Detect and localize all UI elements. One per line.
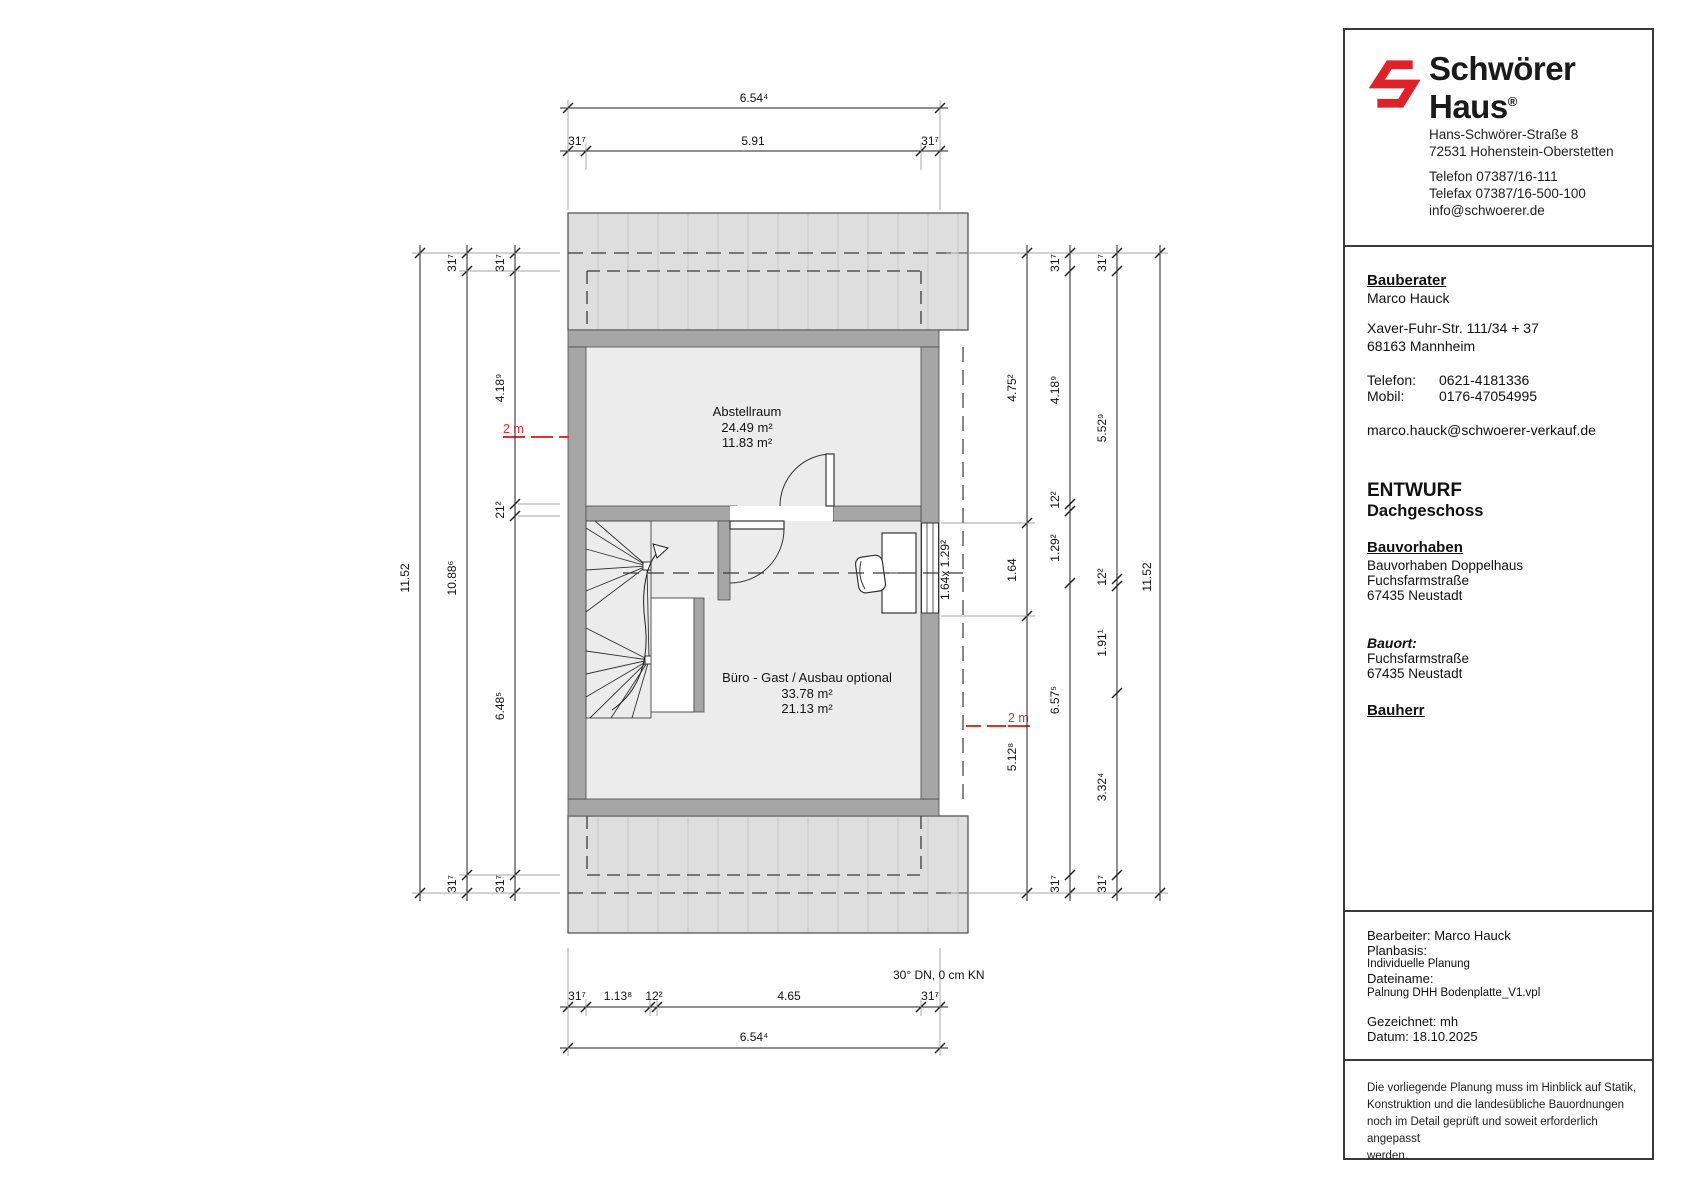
- witness-lines: [568, 100, 940, 210]
- chair: [855, 554, 887, 593]
- dim-right-mid-0: 31⁷: [1048, 254, 1062, 272]
- dim-right-mid-5: 31⁷: [1048, 875, 1062, 893]
- section-divider: [1345, 245, 1652, 247]
- door-opening-gap: [730, 506, 833, 521]
- height-marker-left: [503, 422, 569, 437]
- meta-gezeichnet: Gezeichnet: mh: [1367, 1014, 1459, 1029]
- plan-stage: ENTWURF: [1367, 480, 1462, 501]
- wall-top: [568, 330, 939, 347]
- disclaimer-line4: werden.: [1367, 1150, 1408, 1162]
- company-email: info@schwoerer.de: [1429, 203, 1545, 218]
- dim-right-outer-3: 1.91¹: [1095, 629, 1109, 657]
- dim-left-inner-3: 6.48⁵: [493, 691, 507, 721]
- room-label-abstellraum: [713, 404, 782, 450]
- company-fax: Telefax 07387/16-500-100: [1429, 186, 1586, 201]
- height-marker-right: [966, 711, 1030, 726]
- company-city: 72531 Hohenstein-Oberstetten: [1429, 144, 1614, 159]
- stairwell-shaft: [651, 598, 694, 712]
- mobile-label: Mobil:: [1367, 388, 1405, 404]
- room-area-net: 11.83 m²: [721, 435, 773, 450]
- dim-right-total: 11.52: [1140, 562, 1154, 592]
- bauvorhaben-line3: 67435 Neustadt: [1367, 588, 1463, 603]
- dim-left-total: 11.52: [398, 563, 412, 593]
- dim-right-outer-0: 31⁷: [1095, 254, 1109, 272]
- schwoerer-logo-icon: [1369, 50, 1421, 118]
- dim-bottom-total: 6.54⁴: [739, 1030, 769, 1044]
- dim-bottom-1: 1.13⁸: [603, 989, 633, 1003]
- bauberater-email: marco.hauck@schwoerer-verkauf.de: [1367, 422, 1596, 438]
- dim-left-inner-2: 21²: [493, 501, 507, 519]
- meta-bearbeiter: Bearbeiter: Marco Hauck: [1367, 928, 1511, 943]
- dim-right-inner-1: 1.64: [1005, 558, 1019, 582]
- dim-left-inner-4: 31⁷: [493, 875, 507, 893]
- company-phone: Telefon 07387/16-111: [1429, 169, 1558, 184]
- schwoerer-logo: [1369, 50, 1425, 123]
- dim-right-mid-2: 12²: [1048, 491, 1062, 509]
- dim-left-mid-0: 31⁷: [445, 254, 459, 272]
- registered-mark: ®: [1507, 94, 1517, 109]
- disclaimer-line2: Konstruktion und die landesübliche Bauordnungen: [1367, 1099, 1625, 1111]
- phone-value: 0621-4181336: [1439, 372, 1530, 388]
- dim-bottom-4: 31⁷: [921, 989, 939, 1003]
- dim-bottom-2: 12²: [645, 989, 663, 1003]
- room-area-gross: 33.78 m²: [781, 686, 833, 701]
- dim-ticks: [563, 1002, 945, 1053]
- room-name: Büro - Gast / Ausbau optional: [722, 670, 892, 685]
- window-size-label: 1.64x 1.29²: [938, 539, 952, 601]
- dim-right-outer-1: 5.52⁹: [1095, 413, 1109, 443]
- bauberater-name: Marco Hauck: [1367, 290, 1450, 306]
- roof-pitch-note: 30° DN, 0 cm KN: [893, 968, 985, 982]
- dim-left-mid-2: 31⁷: [445, 875, 459, 893]
- wall-left-party: [568, 347, 586, 799]
- dim-bottom-3: 4.65: [777, 989, 801, 1003]
- company-address: [1429, 126, 1642, 219]
- bauvorhaben-line2: Fuchsfarmstraße: [1367, 573, 1470, 588]
- section-divider: [1345, 1059, 1652, 1061]
- dim-right-outer-4: 3.32⁴: [1095, 772, 1109, 802]
- dim-right-inner-2: 5.12⁸: [1005, 742, 1019, 772]
- dim-top-0: 31⁷: [568, 134, 586, 148]
- brand-line2: Haus®: [1429, 88, 1517, 125]
- titleblock: [1343, 28, 1654, 1160]
- meta-dateiname-label: Dateiname:: [1367, 971, 1434, 986]
- room-name: Abstellraum: [712, 404, 782, 419]
- dim-left-inner-0: 31⁷: [493, 254, 507, 272]
- room-area-net: 21.13 m²: [781, 701, 833, 716]
- bauvorhaben-line1: Bauvorhaben Doppelhaus: [1367, 558, 1524, 573]
- bauvorhaben-heading: Bauvorhaben: [1367, 539, 1463, 556]
- height-marker-left-label: 2 m: [503, 422, 524, 436]
- roof-surface-top: [568, 213, 968, 330]
- height-marker-right-label: 2 m: [1008, 711, 1029, 725]
- wall-stair-shaft: [694, 598, 704, 712]
- bauberater-city: 68163 Mannheim: [1367, 338, 1476, 354]
- phone-label: Telefon:: [1367, 372, 1417, 388]
- meta-datum: Datum: 18.10.2025: [1367, 1029, 1478, 1044]
- disclaimer: [1367, 1080, 1642, 1165]
- meta-planbasis: Individuelle Planung: [1367, 958, 1470, 970]
- wall-abstellraum-right: [833, 506, 921, 521]
- mobile-value: 0176-47054995: [1439, 388, 1538, 404]
- dim-left-mid-1: 10.88⁶: [445, 560, 459, 596]
- meta-planbasis-label: Planbasis:: [1367, 943, 1427, 958]
- bauort-line1: Fuchsfarmstraße: [1367, 651, 1470, 666]
- disclaimer-line1: Die vorliegende Planung muss im Hinblick auf Statik,: [1367, 1082, 1637, 1094]
- brand-name: [1429, 52, 1642, 123]
- wall-bottom: [568, 799, 939, 816]
- plan-floor: Dachgeschoss: [1367, 502, 1484, 520]
- dim-chain-left: [412, 245, 560, 901]
- dim-right-outer-2: 12²: [1095, 568, 1109, 586]
- bauort-heading: Bauort:: [1367, 635, 1417, 651]
- wall-corridor-stub: [718, 521, 730, 600]
- dim-right-mid-3: 1.29²: [1048, 534, 1062, 562]
- dim-bottom-0: 31⁷: [568, 989, 586, 1003]
- dim-chain-right: [941, 245, 1168, 901]
- dim-right-inner-0: 4.75²: [1005, 374, 1019, 402]
- roof-surface-bottom: [568, 816, 968, 933]
- dim-right-outer-5: 31⁷: [1095, 875, 1109, 893]
- dim-right-mid-1: 4.18⁹: [1048, 375, 1062, 405]
- dim-right-mid-4: 6.57⁵: [1048, 685, 1062, 715]
- window-right: [922, 523, 939, 613]
- disclaimer-line3: noch im Detail geprüft und soweit erforderlich angepasst: [1367, 1116, 1598, 1145]
- bauherr-heading: Bauherr: [1367, 702, 1425, 719]
- section-divider: [1345, 910, 1652, 912]
- dim-top-total: 6.54⁴: [739, 91, 769, 105]
- dim-top-1: 5.91: [741, 134, 765, 148]
- bauberater-street: Xaver-Fuhr-Str. 111/34 + 37: [1367, 320, 1539, 336]
- dim-top-2: 31⁷: [921, 134, 939, 148]
- witness-lines: [412, 253, 560, 893]
- room-area-gross: 24.49 m²: [721, 420, 773, 435]
- bauort-line2: 67435 Neustadt: [1367, 666, 1463, 681]
- company-street: Hans-Schwörer-Straße 8: [1429, 127, 1579, 142]
- brand-line1: Schwörer: [1429, 50, 1576, 87]
- wall-abstellraum-left: [586, 506, 737, 521]
- witness-lines: [941, 253, 1168, 893]
- bauberater-mobile-row: [1367, 388, 1642, 404]
- bauberater-heading: Bauberater: [1367, 272, 1447, 289]
- meta-dateiname: Palnung DHH Bodenplatte_V1.vpl: [1367, 987, 1541, 999]
- dim-left-inner-1: 4.18⁹: [493, 373, 507, 403]
- bauberater-phone-row: [1367, 372, 1642, 388]
- dim-ticks: [563, 103, 945, 156]
- dim-chain-top: [560, 100, 948, 210]
